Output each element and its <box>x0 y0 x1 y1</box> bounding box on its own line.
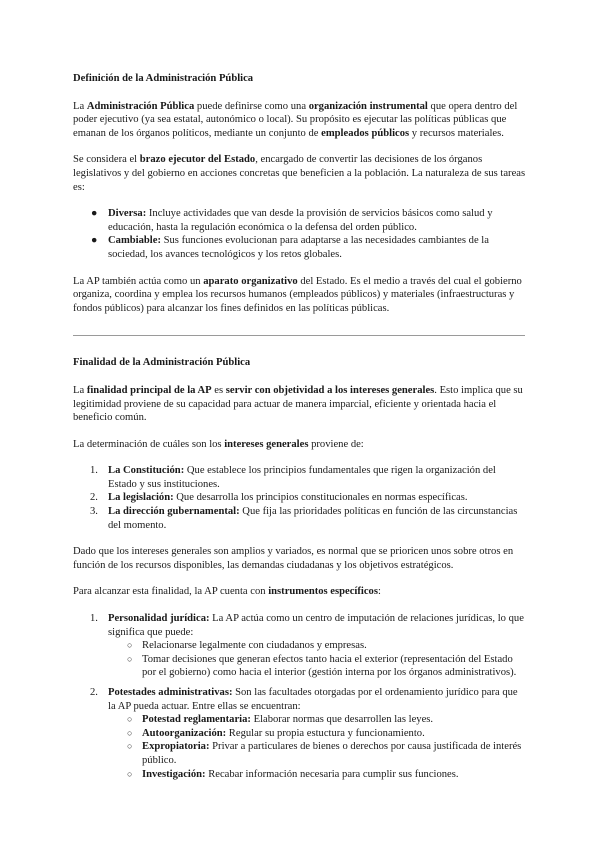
document-body <box>73 72 527 794</box>
sub-list <box>108 713 527 781</box>
bullet-list-naturaleza <box>73 207 527 261</box>
sub-list-item: ○ Tomar decisiones que generan efectos tanto hacia el exterior (representación del Estado por el gobierno) como hacia el interior (gestión interna por los órganos administrativos). <box>127 653 517 679</box>
paragraph-instrumentos: Para alcanzar esta finalidad, la AP cuenta con instrumentos específicos: <box>73 586 381 598</box>
section-divider <box>73 335 525 336</box>
list-item: 2. La legislación: Que desarrolla los principios constitucionales en normas específicas. <box>90 492 468 504</box>
list-item: 1. Personalidad jurídica: La AP actúa como un centro de imputación de relaciones jurídicas, lo que significa que puede: ○ Relacionarse legalmente con ciudadanos y empresas. ○ Tomar decisiones que generan efectos tanto hacia el exterior (representación del Estado por el gobierno) como hacia el interior (gestión interna por los órganos administrativos). <box>108 612 527 680</box>
list-item: ● Cambiable: Sus funciones evolucionan para adaptarse a las necesidades cambiantes de la sociedad, los avances tecnológicos y los retos globales. <box>91 235 489 260</box>
list-item: 2. Potestades administrativas: Son las facultades otorgadas por el ordenamiento jurídico para que la AP pueda actuar. Entre ellas se encuentran: ○ Potestad reglamentaria: Elaborar normas que desarrollen las leyes. ○ Autoorganización: Regular su propia estuctura y funcionamiento. ○ Expropiatoria: Privar a particulares de bienes o derechos por causa justificada de interés público. ○ Investigación: Recabar información necesaria para cumplir sus funciones. <box>108 686 527 781</box>
bullet-icon: ● <box>91 235 98 247</box>
circle-bullet-icon: ○ <box>127 741 133 752</box>
paragraph-priorizacion: Dado que los intereses generales son amplios y variados, es normal que se prioricen unos sobre otros en función de los recursos disponibles, las demandas ciudadanas y los objetivos estratégicos. <box>73 546 514 571</box>
paragraph-brazo-ejecutor: Se considera el brazo ejecutor del Estado, encargado de convertir las decisiones de los órganos legislativos y del gobierno en acciones concretas que beneficien a la población. La naturaleza de sus tareas es: <box>73 154 526 193</box>
sub-list-item: ○ Expropiatoria: Privar a particulares de bienes o derechos por causa justificada de interés público. <box>127 741 522 766</box>
section-title-finalidad: Finalidad de la Administración Pública <box>73 357 251 369</box>
circle-bullet-icon: ○ <box>127 768 133 779</box>
section-title-definicion: Definición de la Administración Pública <box>73 73 254 84</box>
sub-list-item: ○ Autoorganización: Regular su propia estuctura y funcionamiento. <box>127 727 425 739</box>
paragraph-intereses-generales: La determinación de cuáles son los intereses generales proviene de: <box>73 438 364 450</box>
sub-list-item: ○ Investigación: Recabar información necesaria para cumplir sus funciones. <box>127 768 459 780</box>
sub-list-item: ○ Potestad reglamentaria: Elaborar normas que desarrollen las leyes. <box>127 714 434 726</box>
bullet-icon: ● <box>91 208 98 220</box>
circle-bullet-icon: ○ <box>127 714 133 725</box>
numbered-list-fuentes <box>73 464 527 532</box>
list-item: ● Diversa: Incluye actividades que van desde la provisión de servicios básicos como salud y educación, hasta la regulación económica o la defensa del orden público. <box>91 208 493 233</box>
paragraph-finalidad: La finalidad principal de la AP es servir con objetividad a los intereses generales. Esto implica que su legitimidad proviene de su capacidad para actuar de manera imparcial, eficiente y orientada hacia el beneficio común. <box>73 384 523 424</box>
paragraph-definicion: La Administración Pública puede definirse como una organización instrumental que opera dentro del poder ejecutivo (ya sea estatal, autonómico o local). Su propósito es ejecutar las políticas públicas que emanan de los órganos políticos, mediante un conjunto de empleados públicos y recursos materiales. <box>73 100 518 139</box>
list-item: 1. La Constitución: Que establece los principios fundamentales que rigen la organización del Estado y sus instituciones. <box>90 465 496 490</box>
circle-bullet-icon: ○ <box>127 640 133 651</box>
paragraph-aparato-organizativo: La AP también actúa como un aparato organizativo del Estado. Es el medio a través del cual el gobierno organiza, coordina y emplea los recursos humanos (empleados públicos) y materiales (infraestructuras y fondos públicos) para alcanzar los fines definidos en las políticas públicas. <box>73 275 522 314</box>
sub-list <box>108 639 527 680</box>
list-item: 3. La dirección gubernamental: Que fija las prioridades políticas en función de las circunstancias del momento. <box>90 506 518 531</box>
circle-bullet-icon: ○ <box>127 653 133 664</box>
circle-bullet-icon: ○ <box>127 727 133 738</box>
numbered-list-instrumentos <box>73 612 527 781</box>
sub-list-item: ○ Relacionarse legalmente con ciudadanos y empresas. <box>127 640 367 652</box>
